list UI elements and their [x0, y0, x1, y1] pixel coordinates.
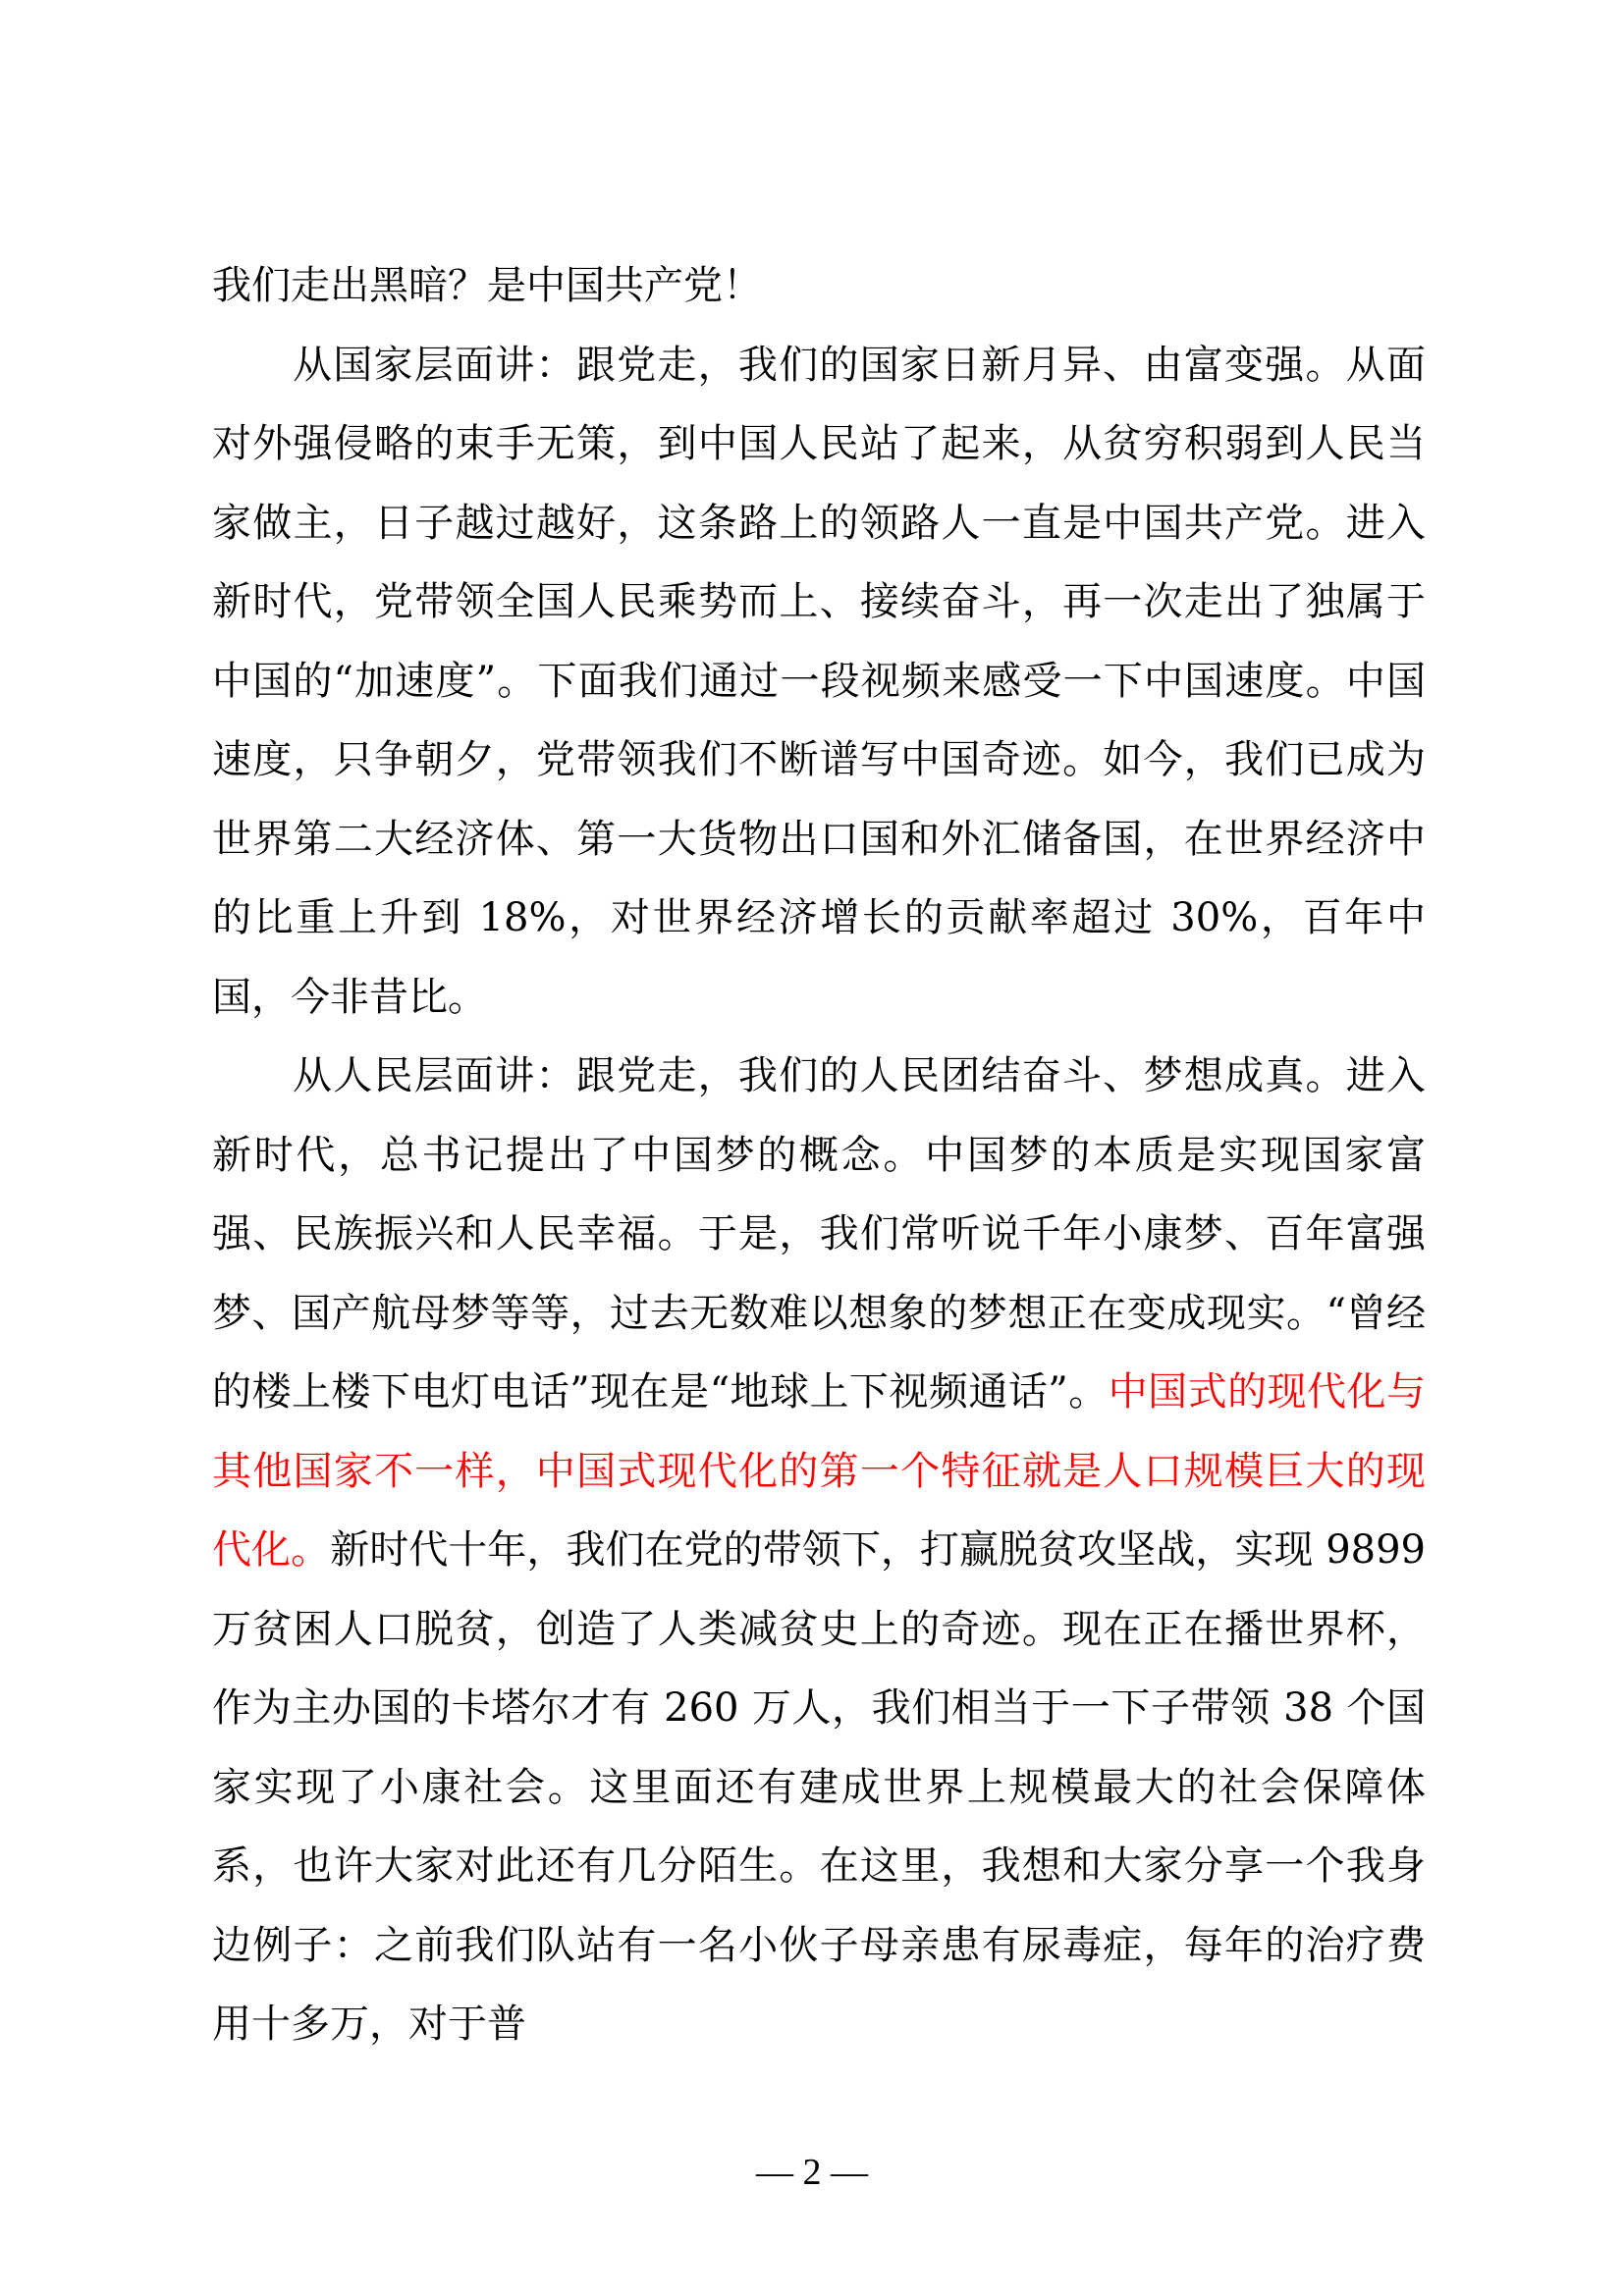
page-number: — 2 — — [756, 2152, 868, 2193]
paragraph-3-highlighted-text: 中国式的现代化与其他国家不一样，中国式现代化的第一个特征就是人口规模巨大的现代化。 — [212, 1369, 1426, 1573]
document-body — [212, 246, 1426, 2064]
paragraph-3-text-before: 从人民层面讲：跟党走，我们的人民团结奋斗、梦想成真。进入新时代，总书记提出了中国梦的概念。中国梦的本质是实现国家富强、民族振兴和人民幸福。于是，我们常听说千年小康梦、百年富强梦、国产航母梦等等，过去无数难以想象的梦想正在变成现实。“曾经的楼上楼下电灯电话”现在是“地球上下视频通话”。 — [212, 1053, 1426, 1415]
paragraph-2: 从国家层面讲：跟党走，我们的国家日新月异、由富变强。从面对外强侵略的束手无策，到中国人民站了起来，从贫穷积弱到人民当家做主，日子越过越好，这条路上的领路人一直是中国共产党。进入新时代，党带领全国人民乘势而上、接续奋斗，再一次走出了独属于中国的“加速度”。下面我们通过一段视频来感受一下中国速度。中国速度，只争朝夕，党带领我们不断谱写中国奇迹。如今，我们已成为世界第二大经济体、第一大货物出口国和外汇储备国，在世界经济中的比重上升到 18%，对世界经济增长的贡献率超过 30%，百年中国，今非昔比。 — [212, 342, 1426, 1020]
paragraph-1: 我们走出黑暗？是中国共产党！ — [212, 263, 762, 308]
paragraph-3 — [212, 1037, 1426, 2064]
paragraph-3-text-after: 新时代十年，我们在党的带领下，打赢脱贫攻坚战，实现 9899 万贫困人口脱贫，创造了人类减贫史上的奇迹。现在正在播世界杯，作为主办国的卡塔尔才有 260 万人，我们相当于一下子带领 38 个国家实现了小康社会。这里面还有建成世界上规模最大的社会保障体系，也许大家对此还有几分陌生。在这里，我想和大家分享一个我身边例子：之前我们队站有一名小伙子母亲患有尿毒症，每年的治疗费用十多万，对于普 — [212, 1527, 1426, 2047]
